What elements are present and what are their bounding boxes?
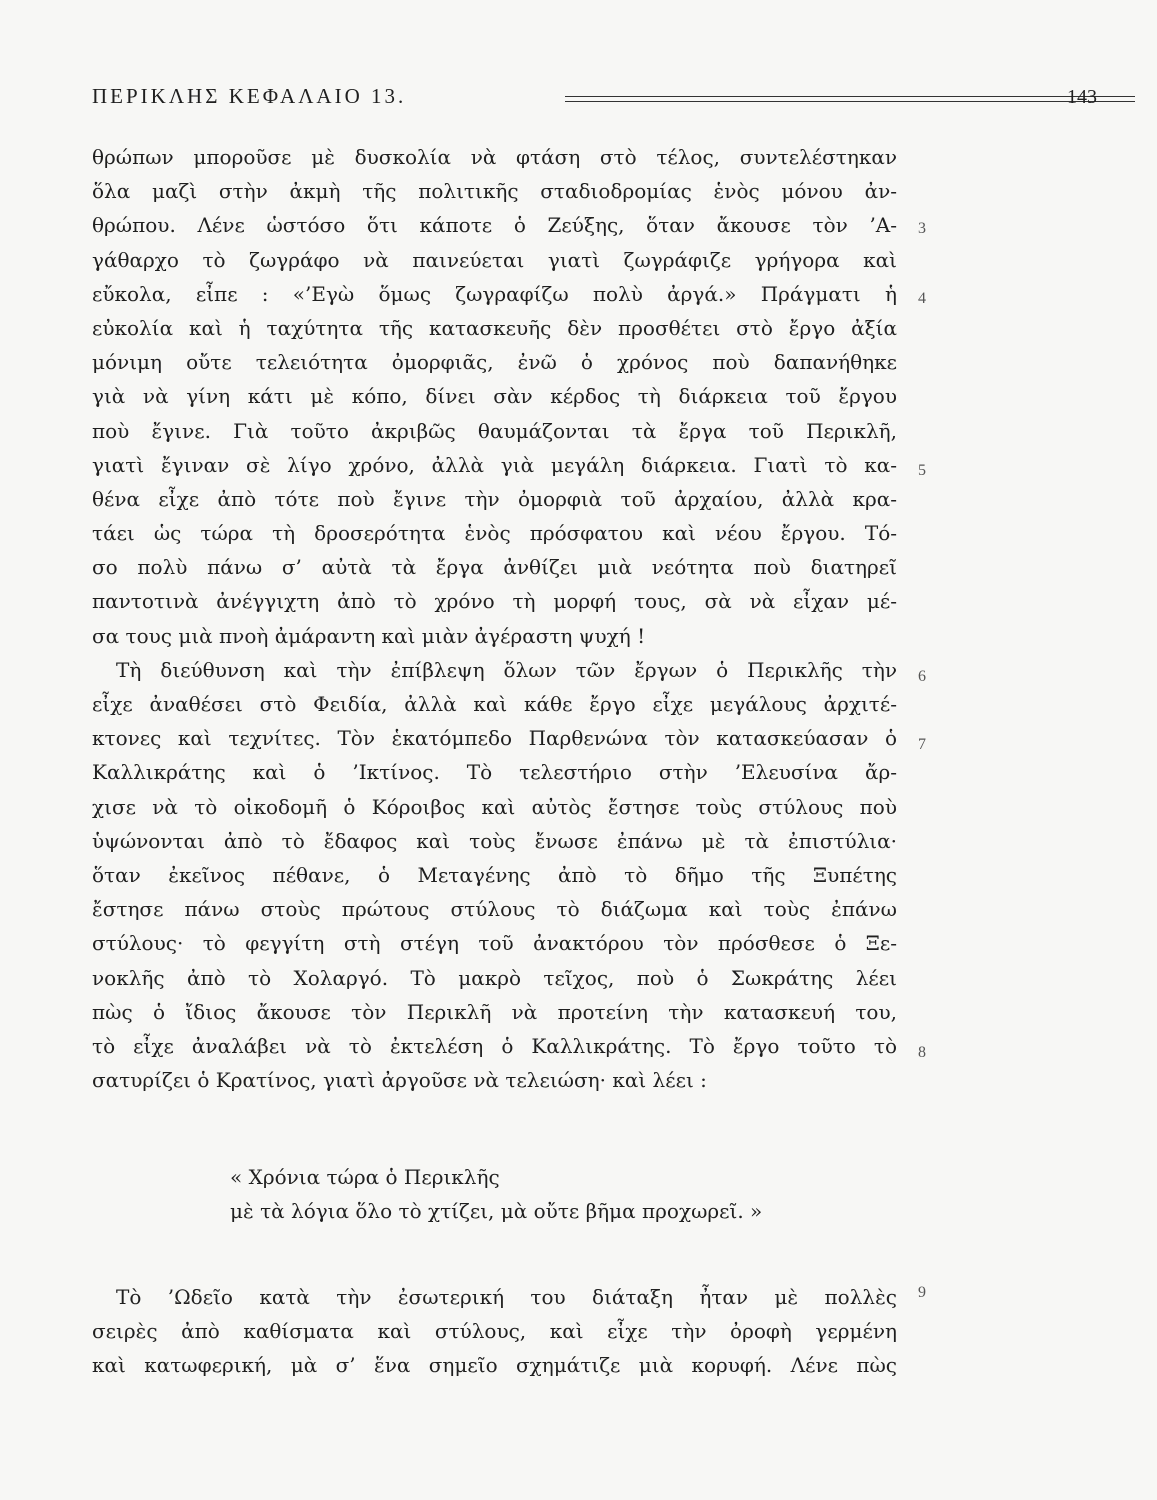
text-line: ὅταν ἐκεῖνος πέθανε, ὁ Μεταγένης ἀπὸ τὸ δῆμο τῆς Ξυπέτης — [92, 862, 897, 887]
margin-line-number: 4 — [918, 290, 926, 307]
text-line: μόνιμη οὔτε τελειότητα ὀμορφιᾶς, ἐνῶ ὁ χρόνος ποὺ δαπανήθηκε — [92, 350, 897, 375]
margin-line-number: 8 — [918, 1044, 926, 1061]
text-line: ὑψώνονται ἀπὸ τὸ ἔδαφος καὶ τοὺς ἔνωσε ἐπάνω μὲ τὰ ἐπιστύλια· — [92, 828, 897, 853]
text-line: ποὺ ἔγινε. Γιὰ τοῦτο ἀκριβῶς θαυμάζονται τὰ ἔργα τοῦ Περικλῆ, — [92, 418, 897, 443]
text-line: Τὸ ’Ωδεῖο κατὰ τὴν ἐσωτερική του διάταξη ἦταν μὲ πολλὲς — [116, 1285, 897, 1309]
text-line: στύλους· τὸ φεγγίτη στὴ στέγη τοῦ ἀνακτόρου τὸν πρόσθεσε ὁ Ξε- — [92, 931, 897, 956]
text-line: σειρὲς ἀπὸ καθίσματα καὶ στύλους, καὶ εἶχε τὴν ὀροφὴ γερμένη — [92, 1319, 897, 1344]
text-line: Καλλικράτης καὶ ὁ ’Ικτίνος. Τὸ τελεστήριο στὴν ’Ελευσίνα ἄρ- — [92, 760, 897, 785]
page-number: 143 — [1067, 86, 1097, 108]
verse-line: μὲ τὰ λόγια ὅλο τὸ χτίζει, μὰ οὔτε βῆμα προχωρεῖ. » — [230, 1199, 763, 1223]
text-line: ὅλα μαζὶ στὴν ἀκμὴ τῆς πολιτικῆς σταδιοδρομίας ἑνὸς μόνου ἀν- — [92, 179, 897, 204]
text-line: γάθαρχο τὸ ζωγράφο νὰ παινεύεται γιατὶ ζωγράφιζε γρήγορα καὶ — [92, 247, 897, 272]
text-line: εὐκολία καὶ ἡ ταχύτητα τῆς κατασκευῆς δὲν προσθέτει στὸ ἔργο ἀξία — [92, 315, 897, 340]
text-line: θρώπων μποροῦσε μὲ δυσκολία νὰ φτάση στὸ τέλος, συντελέστηκαν — [92, 145, 897, 169]
text-line: πὼς ὁ ἴδιος ἄκουσε τὸν Περικλῆ νὰ προτείνη τὴν κατασκευή του, — [92, 999, 897, 1024]
margin-line-number: 6 — [918, 668, 926, 685]
text-line: θρώπου. Λένε ὡστόσο ὅτι κάποτε ὁ Ζεύξης, ὅταν ἄκουσε τὸν ’Α- — [92, 213, 897, 238]
closing-paragraph — [92, 1280, 897, 1383]
running-header — [92, 84, 1097, 114]
main-text — [92, 140, 897, 1097]
text-line: χισε νὰ τὸ οἰκοδομῆ ὁ Κόροιβος καὶ αὐτὸς ἔστησε τοὺς στύλους ποὺ — [92, 794, 897, 819]
header-rule — [565, 96, 1135, 97]
margin-line-number: 7 — [918, 736, 926, 753]
text-line: εἶχε ἀναθέσει στὸ Φειδία, ἀλλὰ καὶ κάθε ἔργο εἶχε μεγάλους ἀρχιτέ- — [92, 692, 897, 716]
running-title: ΠΕΡΙΚΛΗΣ ΚΕΦΑΛΑΙΟ 13. — [92, 84, 407, 108]
text-line: σα τους μιὰ πνοὴ ἀμάραντη καὶ μιὰν ἀγέραστη ψυχή ! — [92, 623, 646, 648]
text-line: εὔκολα, εἶπε : «’Εγὼ ὅμως ζωγραφίζω πολὺ ἀργά.» Πράγματι ἡ — [92, 281, 897, 306]
margin-line-number: 5 — [918, 462, 926, 479]
text-line: θένα εἶχε ἀπὸ τότε ποὺ ἔγινε τὴν ὀμορφιὰ τοῦ ἀρχαίου, ἀλλὰ κρα- — [92, 486, 897, 511]
verse-quote — [230, 1160, 762, 1228]
text-line: τὸ εἶχε ἀναλάβει νὰ τὸ ἐκτελέση ὁ Καλλικράτης. Τὸ ἔργο τοῦτο τὸ — [92, 1033, 897, 1058]
text-line: σο πολὺ πάνω σ’ αὐτὰ τὰ ἔργα ἀνθίζει μιὰ νεότητα ποὺ διατηρεῖ — [92, 555, 897, 580]
text-line: νοκλῆς ἀπὸ τὸ Χολαργό. Τὸ μακρὸ τεῖχος, ποὺ ὁ Σωκράτης λέει — [92, 965, 897, 990]
verse-line: « Χρόνια τώρα ὁ Περικλῆς — [230, 1165, 500, 1189]
text-line: παντοτινὰ ἀνέγγιχτη ἀπὸ τὸ χρόνο τὴ μορφή τους, σὰ νὰ εἶχαν μέ- — [92, 589, 897, 614]
text-line: ἔστησε πάνω στοὺς πρώτους στύλους τὸ διάζωμα καὶ τοὺς ἐπάνω — [92, 897, 897, 922]
margin-line-number: 3 — [918, 220, 926, 237]
text-line: γιὰ νὰ γίνη κάτι μὲ κόπο, δίνει σὰν κέρδος τὴ διάρκεια τοῦ ἔργου — [92, 384, 897, 409]
margin-line-number: 9 — [918, 1284, 926, 1301]
text-line: σατυρίζει ὁ Κρατίνος, γιατὶ ἀργοῦσε νὰ τελειώση· καὶ λέει : — [92, 1068, 707, 1093]
text-line: τάει ὡς τώρα τὴ δροσερότητα ἑνὸς πρόσφατου καὶ νέου ἔργου. Τό- — [92, 521, 897, 546]
text-line: κτονες καὶ τεχνίτες. Τὸν ἑκατόμπεδο Παρθενώνα τὸν κατασκεύασαν ὁ — [92, 726, 897, 751]
header-rule — [565, 101, 1135, 102]
text-line: καὶ κατωφερική, μὰ σ’ ἕνα σημεῖο σχημάτιζε μιὰ κορυφή. Λένε πὼς — [92, 1353, 897, 1378]
text-line: Τὴ διεύθυνση καὶ τὴν ἐπίβλεψη ὅλων τῶν ἔργων ὁ Περικλῆς τὴν — [116, 657, 897, 682]
text-line: γιατὶ ἔγιναν σὲ λίγο χρόνο, ἀλλὰ γιὰ μεγάλη διάρκεια. Γιατὶ τὸ κα- — [92, 452, 897, 477]
